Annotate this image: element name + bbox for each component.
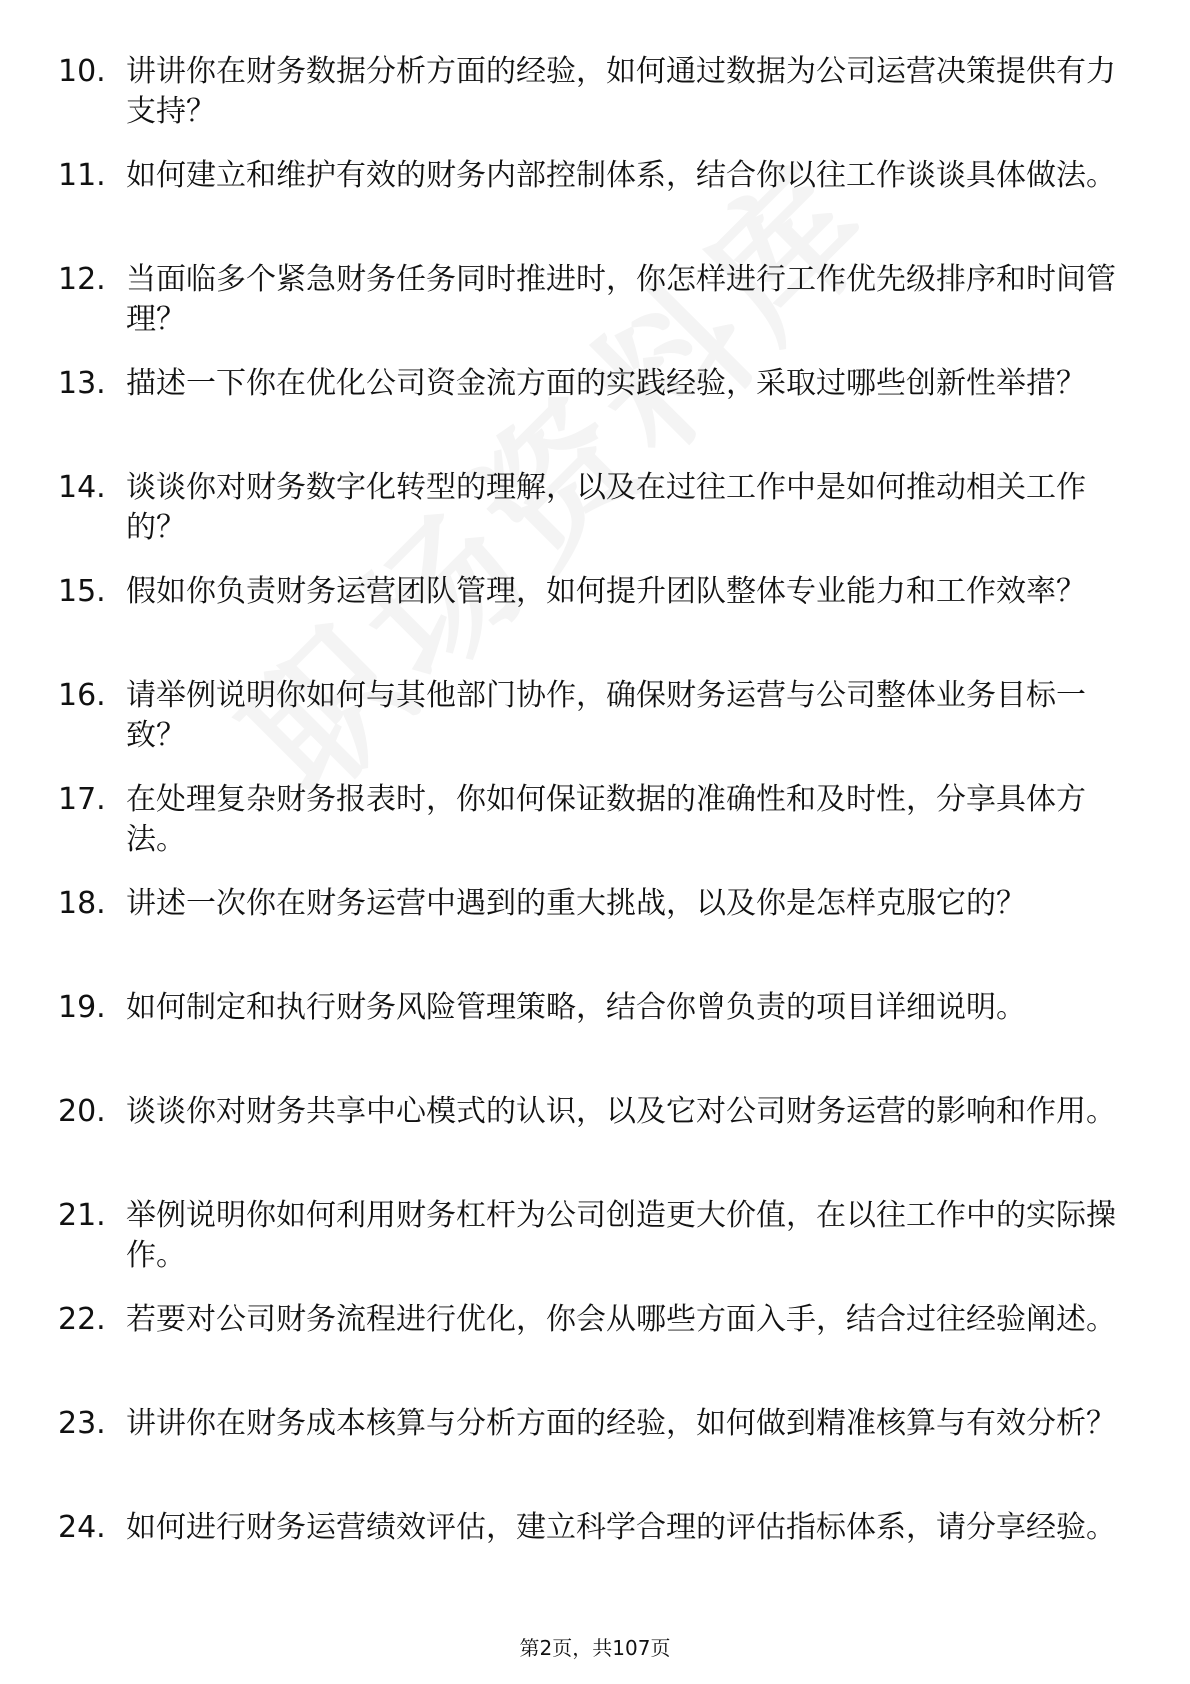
question-number: 13. — [58, 366, 106, 401]
question-text: 假如你负责财务运营团队管理，如何提升团队整体专业能力和工作效率？ — [126, 574, 1086, 609]
question-item-19 — [0, 988, 1190, 1092]
question-item-15 — [0, 572, 1190, 676]
question-number: 10. — [58, 54, 106, 89]
question-text: 讲述一次你在财务运营中遇到的重大挑战，以及你是怎样克服它的？ — [126, 886, 1026, 921]
question-item-16 — [0, 676, 1190, 780]
page-number-label: 第2页，共107页 — [519, 1636, 671, 1660]
question-list — [0, 52, 1190, 1612]
question-item-17 — [0, 780, 1190, 884]
question-number: 19. — [58, 990, 106, 1025]
question-text: 谈谈你对财务数字化转型的理解，以及在过往工作中是如何推动相关工作的？ — [126, 470, 1086, 545]
question-item-20 — [0, 1092, 1190, 1196]
question-text: 请举例说明你如何与其他部门协作，确保财务运营与公司整体业务目标一致？ — [126, 678, 1086, 753]
question-text: 若要对公司财务流程进行优化，你会从哪些方面入手，结合过往经验阐述。 — [126, 1302, 1116, 1337]
question-number: 11. — [58, 158, 106, 193]
question-number: 24. — [58, 1510, 106, 1545]
question-text: 如何建立和维护有效的财务内部控制体系，结合你以往工作谈谈具体做法。 — [126, 158, 1116, 193]
question-number: 16. — [58, 678, 106, 713]
question-item-21 — [0, 1196, 1190, 1300]
question-item-22 — [0, 1300, 1190, 1404]
question-item-13 — [0, 364, 1190, 468]
page-footer — [0, 1636, 1190, 1660]
question-number: 20. — [58, 1094, 106, 1129]
question-number: 22. — [58, 1302, 106, 1337]
question-text: 当面临多个紧急财务任务同时推进时，你怎样进行工作优先级排序和时间管理？ — [126, 262, 1116, 337]
question-item-11 — [0, 156, 1190, 260]
question-text: 如何进行财务运营绩效评估，建立科学合理的评估指标体系，请分享经验。 — [126, 1510, 1116, 1545]
question-item-18 — [0, 884, 1190, 988]
question-text: 在处理复杂财务报表时，你如何保证数据的准确性和及时性，分享具体方法。 — [126, 782, 1086, 857]
question-text: 讲讲你在财务成本核算与分析方面的经验，如何做到精准核算与有效分析？ — [126, 1406, 1116, 1441]
question-item-10 — [0, 52, 1190, 156]
question-text: 讲讲你在财务数据分析方面的经验，如何通过数据为公司运营决策提供有力支持？ — [126, 54, 1116, 129]
question-number: 18. — [58, 886, 106, 921]
question-item-23 — [0, 1404, 1190, 1508]
question-item-24 — [0, 1508, 1190, 1612]
question-text: 举例说明你如何利用财务杠杆为公司创造更大价值，在以往工作中的实际操作。 — [126, 1198, 1116, 1273]
question-text: 谈谈你对财务共享中心模式的认识，以及它对公司财务运营的影响和作用。 — [126, 1094, 1116, 1129]
question-number: 21. — [58, 1198, 106, 1233]
question-number: 15. — [58, 574, 106, 609]
question-number: 12. — [58, 262, 106, 297]
question-number: 23. — [58, 1406, 106, 1441]
question-number: 14. — [58, 470, 106, 505]
question-item-14 — [0, 468, 1190, 572]
question-number: 17. — [58, 782, 106, 817]
question-item-12 — [0, 260, 1190, 364]
question-text: 描述一下你在优化公司资金流方面的实践经验，采取过哪些创新性举措？ — [126, 366, 1086, 401]
question-text: 如何制定和执行财务风险管理策略，结合你曾负责的项目详细说明。 — [126, 990, 1026, 1025]
